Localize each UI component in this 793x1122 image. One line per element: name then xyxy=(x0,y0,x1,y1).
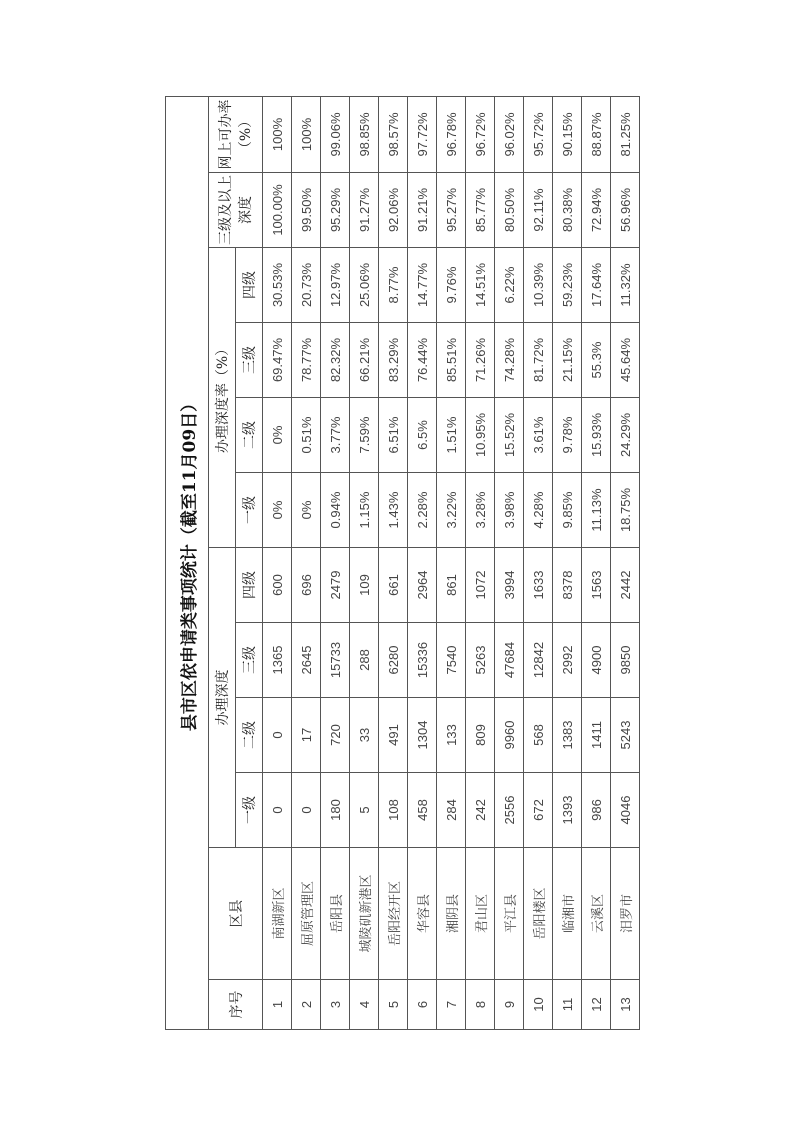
rate-level3-cell: 74.28% xyxy=(495,323,524,398)
online-rate-cell: 88.87% xyxy=(582,96,611,172)
online-rate-cell: 95.72% xyxy=(524,96,553,172)
count-level2-cell: 33 xyxy=(350,698,379,773)
count-level3-cell: 2645 xyxy=(292,623,321,698)
count-level3-cell: 288 xyxy=(350,623,379,698)
count-level3-cell: 5263 xyxy=(466,623,495,698)
count-level4-cell: 661 xyxy=(379,548,408,623)
online-rate-cell: 98.57% xyxy=(379,96,408,172)
rate-level4-cell: 25.06% xyxy=(350,248,379,323)
count-level2-cell: 491 xyxy=(379,698,408,773)
rate-level2-cell: 1.51% xyxy=(437,398,466,473)
count-level1-cell: 180 xyxy=(321,773,350,848)
rate-level2-cell: 6.5% xyxy=(408,398,437,473)
district-cell: 汨罗市 xyxy=(611,848,640,980)
district-cell: 华容县 xyxy=(408,848,437,980)
count-level4-cell: 696 xyxy=(292,548,321,623)
rate-level3-cell: 21.15% xyxy=(553,323,582,398)
rate-level1-cell: 11.13% xyxy=(582,473,611,548)
rate-level3-cell: 81.72% xyxy=(524,323,553,398)
count-level3-cell: 4900 xyxy=(582,623,611,698)
rate-level2-cell: 7.59% xyxy=(350,398,379,473)
header-count-level3: 三级 xyxy=(236,623,263,698)
rate-level1-cell: 1.15% xyxy=(350,473,379,548)
header-depth-group: 办理深度 xyxy=(209,548,236,848)
count-level1-cell: 458 xyxy=(408,773,437,848)
rate-level1-cell: 0.94% xyxy=(321,473,350,548)
rate-level1-cell: 1.43% xyxy=(379,473,408,548)
index-cell: 6 xyxy=(408,980,437,1030)
table-row xyxy=(495,96,524,1029)
rate-level2-cell: 0% xyxy=(263,398,292,473)
district-cell: 岳阳楼区 xyxy=(524,848,553,980)
level3-plus-cell: 100.00% xyxy=(263,173,292,248)
count-level2-cell: 1411 xyxy=(582,698,611,773)
rate-level2-cell: 0.51% xyxy=(292,398,321,473)
rate-level3-cell: 71.26% xyxy=(466,323,495,398)
rate-level4-cell: 11.32% xyxy=(611,248,640,323)
count-level2-cell: 0 xyxy=(263,698,292,773)
online-rate-cell: 96.02% xyxy=(495,96,524,172)
rate-level2-cell: 3.61% xyxy=(524,398,553,473)
count-level4-cell: 1072 xyxy=(466,548,495,623)
rate-level4-cell: 30.53% xyxy=(263,248,292,323)
table-row xyxy=(321,96,350,1029)
table-row xyxy=(437,96,466,1029)
level3-plus-cell: 80.38% xyxy=(553,173,582,248)
rate-level2-cell: 10.95% xyxy=(466,398,495,473)
rate-level3-cell: 45.64% xyxy=(611,323,640,398)
count-level4-cell: 3994 xyxy=(495,548,524,623)
index-cell: 5 xyxy=(379,980,408,1030)
district-cell: 城陵矶新港区 xyxy=(350,848,379,980)
count-level3-cell: 6280 xyxy=(379,623,408,698)
header-count-level4: 四级 xyxy=(236,548,263,623)
index-cell: 9 xyxy=(495,980,524,1030)
count-level4-cell: 600 xyxy=(263,548,292,623)
level3-plus-cell: 95.27% xyxy=(437,173,466,248)
index-cell: 8 xyxy=(466,980,495,1030)
count-level3-cell: 12842 xyxy=(524,623,553,698)
rate-level1-cell: 3.28% xyxy=(466,473,495,548)
index-cell: 7 xyxy=(437,980,466,1030)
index-cell: 4 xyxy=(350,980,379,1030)
online-rate-cell: 97.72% xyxy=(408,96,437,172)
count-level2-cell: 5243 xyxy=(611,698,640,773)
count-level1-cell: 108 xyxy=(379,773,408,848)
level3-plus-cell: 92.06% xyxy=(379,173,408,248)
level3-plus-cell: 95.29% xyxy=(321,173,350,248)
index-cell: 3 xyxy=(321,980,350,1030)
rate-level4-cell: 17.64% xyxy=(582,248,611,323)
rate-level1-cell: 0% xyxy=(292,473,321,548)
rate-level3-cell: 76.44% xyxy=(408,323,437,398)
rate-level2-cell: 9.78% xyxy=(553,398,582,473)
level3-plus-cell: 56.96% xyxy=(611,173,640,248)
count-level1-cell: 284 xyxy=(437,773,466,848)
district-cell: 湘阴县 xyxy=(437,848,466,980)
table-row xyxy=(553,96,582,1029)
level3-plus-cell: 91.27% xyxy=(350,173,379,248)
table-row xyxy=(524,96,553,1029)
count-level4-cell: 1563 xyxy=(582,548,611,623)
count-level4-cell: 2479 xyxy=(321,548,350,623)
header-level3-plus: 三级及以上深度 xyxy=(209,173,263,248)
online-rate-cell: 81.25% xyxy=(611,96,640,172)
table-row xyxy=(263,96,292,1029)
count-level1-cell: 2556 xyxy=(495,773,524,848)
rate-level1-cell: 9.85% xyxy=(553,473,582,548)
table-row xyxy=(408,96,437,1029)
table-row xyxy=(611,96,640,1029)
district-cell: 南湖新区 xyxy=(263,848,292,980)
count-level1-cell: 1393 xyxy=(553,773,582,848)
district-cell: 云溪区 xyxy=(582,848,611,980)
rate-level3-cell: 82.32% xyxy=(321,323,350,398)
header-rate-level1: 一级 xyxy=(236,473,263,548)
rate-level2-cell: 15.52% xyxy=(495,398,524,473)
level3-plus-cell: 80.50% xyxy=(495,173,524,248)
header-district: 区县 xyxy=(209,848,263,980)
header-rate-level2: 二级 xyxy=(236,398,263,473)
district-cell: 屈原管理区 xyxy=(292,848,321,980)
online-rate-cell: 100% xyxy=(292,96,321,172)
count-level1-cell: 0 xyxy=(292,773,321,848)
rate-level2-cell: 24.29% xyxy=(611,398,640,473)
rate-level2-cell: 3.77% xyxy=(321,398,350,473)
rate-level2-cell: 15.93% xyxy=(582,398,611,473)
rate-level2-cell: 6.51% xyxy=(379,398,408,473)
count-level3-cell: 7540 xyxy=(437,623,466,698)
online-rate-cell: 99.06% xyxy=(321,96,350,172)
count-level3-cell: 15733 xyxy=(321,623,350,698)
table-row xyxy=(466,96,495,1029)
index-cell: 1 xyxy=(263,980,292,1030)
rate-level3-cell: 66.21% xyxy=(350,323,379,398)
statistics-table xyxy=(165,96,640,1030)
index-cell: 2 xyxy=(292,980,321,1030)
online-rate-cell: 96.78% xyxy=(437,96,466,172)
table-title: 县市区依申请类事项统计（截至11月09日） xyxy=(166,96,209,1029)
count-level3-cell: 47684 xyxy=(495,623,524,698)
rate-level4-cell: 12.97% xyxy=(321,248,350,323)
rate-level3-cell: 78.77% xyxy=(292,323,321,398)
rate-level3-cell: 69.47% xyxy=(263,323,292,398)
rate-level1-cell: 18.75% xyxy=(611,473,640,548)
count-level3-cell: 2992 xyxy=(553,623,582,698)
count-level2-cell: 1383 xyxy=(553,698,582,773)
count-level2-cell: 17 xyxy=(292,698,321,773)
count-level2-cell: 568 xyxy=(524,698,553,773)
count-level1-cell: 5 xyxy=(350,773,379,848)
count-level3-cell: 1365 xyxy=(263,623,292,698)
district-cell: 岳阳县 xyxy=(321,848,350,980)
rate-level1-cell: 4.28% xyxy=(524,473,553,548)
rate-level4-cell: 8.77% xyxy=(379,248,408,323)
count-level1-cell: 672 xyxy=(524,773,553,848)
count-level1-cell: 986 xyxy=(582,773,611,848)
header-index: 序号 xyxy=(209,980,263,1030)
rate-level1-cell: 0% xyxy=(263,473,292,548)
level3-plus-cell: 85.77% xyxy=(466,173,495,248)
rate-level4-cell: 14.77% xyxy=(408,248,437,323)
table-row xyxy=(350,96,379,1029)
count-level4-cell: 1633 xyxy=(524,548,553,623)
online-rate-cell: 90.15% xyxy=(553,96,582,172)
rate-level4-cell: 14.51% xyxy=(466,248,495,323)
level3-plus-cell: 91.21% xyxy=(408,173,437,248)
district-cell: 平江县 xyxy=(495,848,524,980)
level3-plus-cell: 99.50% xyxy=(292,173,321,248)
district-cell: 君山区 xyxy=(466,848,495,980)
rate-level3-cell: 55.3% xyxy=(582,323,611,398)
header-rate-level3: 三级 xyxy=(236,323,263,398)
header-count-level2: 二级 xyxy=(236,698,263,773)
header-rate-group: 办理深度率（%） xyxy=(209,248,236,548)
count-level1-cell: 4046 xyxy=(611,773,640,848)
online-rate-cell: 100% xyxy=(263,96,292,172)
count-level4-cell: 861 xyxy=(437,548,466,623)
rate-level4-cell: 59.23% xyxy=(553,248,582,323)
count-level2-cell: 809 xyxy=(466,698,495,773)
count-level1-cell: 242 xyxy=(466,773,495,848)
index-cell: 12 xyxy=(582,980,611,1030)
count-level4-cell: 2964 xyxy=(408,548,437,623)
rate-level4-cell: 9.76% xyxy=(437,248,466,323)
count-level1-cell: 0 xyxy=(263,773,292,848)
count-level4-cell: 8378 xyxy=(553,548,582,623)
index-cell: 10 xyxy=(524,980,553,1030)
rotated-table-page xyxy=(165,97,633,1030)
rate-level3-cell: 85.51% xyxy=(437,323,466,398)
table-row xyxy=(292,96,321,1029)
district-cell: 岳阳经开区 xyxy=(379,848,408,980)
rate-level4-cell: 6.22% xyxy=(495,248,524,323)
header-rate-level4: 四级 xyxy=(236,248,263,323)
count-level2-cell: 133 xyxy=(437,698,466,773)
level3-plus-cell: 72.94% xyxy=(582,173,611,248)
index-cell: 13 xyxy=(611,980,640,1030)
rate-level1-cell: 2.28% xyxy=(408,473,437,548)
header-count-level1: 一级 xyxy=(236,773,263,848)
count-level2-cell: 9960 xyxy=(495,698,524,773)
rate-level1-cell: 3.98% xyxy=(495,473,524,548)
rate-level1-cell: 3.22% xyxy=(437,473,466,548)
online-rate-cell: 96.72% xyxy=(466,96,495,172)
rate-level4-cell: 20.73% xyxy=(292,248,321,323)
count-level3-cell: 15336 xyxy=(408,623,437,698)
rate-level4-cell: 10.39% xyxy=(524,248,553,323)
rate-level3-cell: 83.29% xyxy=(379,323,408,398)
count-level4-cell: 2442 xyxy=(611,548,640,623)
online-rate-cell: 98.85% xyxy=(350,96,379,172)
index-cell: 11 xyxy=(553,980,582,1030)
table-row xyxy=(582,96,611,1029)
count-level2-cell: 720 xyxy=(321,698,350,773)
table-row xyxy=(379,96,408,1029)
count-level4-cell: 109 xyxy=(350,548,379,623)
header-online-rate: 网上可办率（%） xyxy=(209,96,263,172)
count-level2-cell: 1304 xyxy=(408,698,437,773)
count-level3-cell: 9850 xyxy=(611,623,640,698)
district-cell: 临湘市 xyxy=(553,848,582,980)
level3-plus-cell: 92.11% xyxy=(524,173,553,248)
